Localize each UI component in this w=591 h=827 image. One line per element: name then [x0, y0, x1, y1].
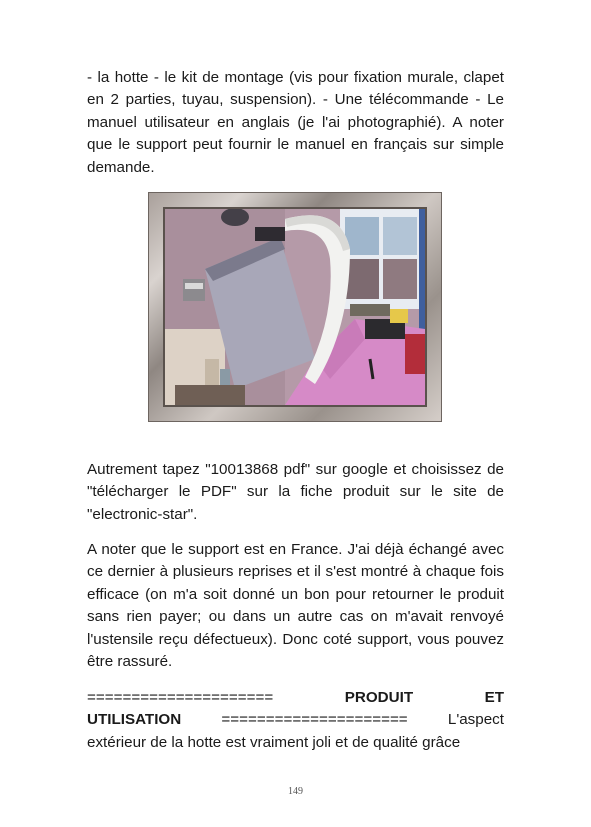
separator-left: =====================: [87, 689, 274, 706]
heading-word-produit: PRODUIT: [344, 689, 414, 706]
separator-right: =====================: [221, 711, 408, 729]
section-heading-line-2: [87, 709, 504, 731]
heading-word-et: ET: [484, 689, 504, 706]
paragraph-accessories: - la hotte - le kit de montage (vis pour fixation murale, clapet en 2 parties, tuyau, suspension). - Une télécommande - Le manuel utilisateur en anglais (je l'ai photographié). A noter que le support peut fournir le manuel en français sur simple demande.: [87, 69, 504, 176]
paragraph-support: A noter que le support est en France. J'ai déjà échangé avec ce dernier à plusieurs reprises et il s'est montré à chaque fois efficace (on m'a soit donné un bon pour retourner le produit sans rien payer; ou dans un autre cas on m'avait renvoyé l'ustensile reçu défectueux). Donc coté support, vous pouvez être rassuré.: [87, 541, 504, 671]
photo-illustration: [165, 209, 425, 405]
photo-image: [165, 209, 425, 405]
continuation-word: L'aspect: [447, 711, 504, 729]
product-photo: [148, 192, 442, 422]
section-heading-line-1: [87, 687, 504, 709]
page-number: 149: [288, 786, 303, 797]
section-product-usage: [87, 687, 504, 754]
paragraph-pdf-instructions: Autrement tapez "10013868 pdf" sur google et choisissez de "télécharger le PDF" sur la fiche produit sur le site de "electronic-star".: [87, 461, 504, 523]
continuation-line: extérieur de la hotte est vraiment joli et de qualité grâce: [87, 733, 461, 751]
heading-word-utilisation: UTILISATION: [87, 711, 182, 729]
